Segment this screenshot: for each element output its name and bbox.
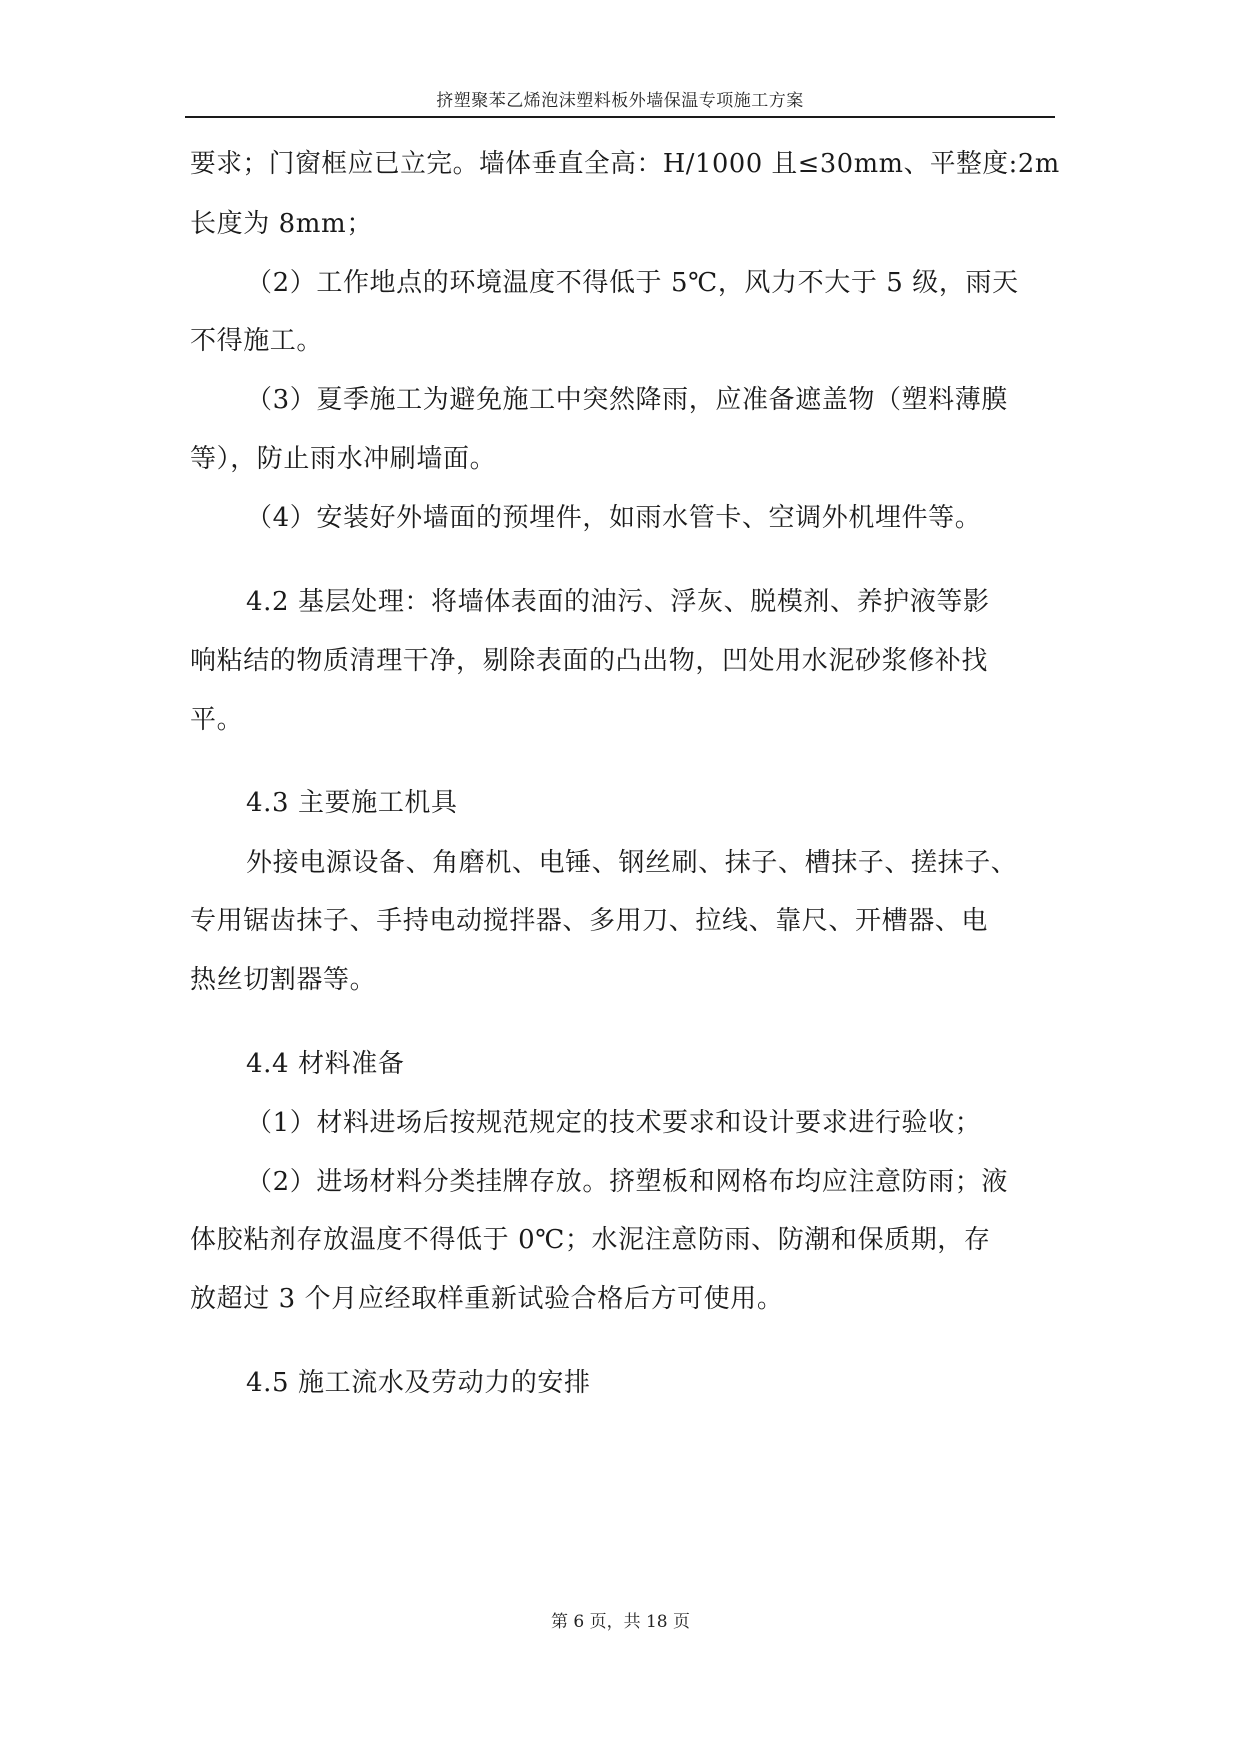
body-line: （4）安装好外墙面的预埋件，如雨水管卡、空调外机埋件等。 <box>246 503 982 533</box>
body-line: 要求；门窗框应已立完。墙体垂直全高：H/1000 且≤30mm、平整度:2m <box>190 149 1060 179</box>
body-line: 等），防止雨水冲刷墙面。 <box>190 444 497 474</box>
body-line: 放超过 3 个月应经取样重新试验合格后方可使用。 <box>190 1284 784 1314</box>
body-line: 专用锯齿抹子、手持电动搅拌器、多用刀、拉线、靠尺、开槽器、电 <box>190 906 989 936</box>
section-heading: 4.5 施工流水及劳动力的安排 <box>246 1368 591 1398</box>
header-rule <box>185 116 1055 118</box>
body-line: 响粘结的物质清理干净，剔除表面的凸出物，凹处用水泥砂浆修补找 <box>190 646 989 676</box>
section-heading: 4.3 主要施工机具 <box>246 788 458 818</box>
body-line: （1）材料进场后按规范规定的技术要求和设计要求进行验收； <box>246 1108 982 1138</box>
body-line: 平。 <box>190 705 244 735</box>
body-line: （2）进场材料分类挂牌存放。挤塑板和网格布均应注意防雨；液 <box>246 1167 1008 1197</box>
section-heading: 4.2 基层处理：将墙体表面的油污、浮灰、脱模剂、养护液等影 <box>246 587 990 617</box>
body-line: （2）工作地点的环境温度不得低于 5℃，风力不大于 5 级，雨天 <box>246 268 1019 298</box>
body-line: 外接电源设备、角磨机、电锤、钢丝刷、抹子、槽抹子、搓抹子、 <box>246 848 1018 878</box>
page-header-title: 挤塑聚苯乙烯泡沫塑料板外墙保温专项施工方案 <box>436 91 804 111</box>
section-heading: 4.4 材料准备 <box>246 1049 405 1079</box>
body-line: 长度为 8mm； <box>190 209 373 239</box>
page-number-footer: 第 6 页，共 18 页 <box>550 1612 691 1632</box>
body-line: （3）夏季施工为避免施工中突然降雨，应准备遮盖物（塑料薄膜 <box>246 385 1008 415</box>
body-line: 热丝切割器等。 <box>190 965 377 995</box>
body-line: 体胶粘剂存放温度不得低于 0℃；水泥注意防雨、防潮和保质期，存 <box>190 1225 991 1255</box>
body-line: 不得施工。 <box>190 326 324 356</box>
